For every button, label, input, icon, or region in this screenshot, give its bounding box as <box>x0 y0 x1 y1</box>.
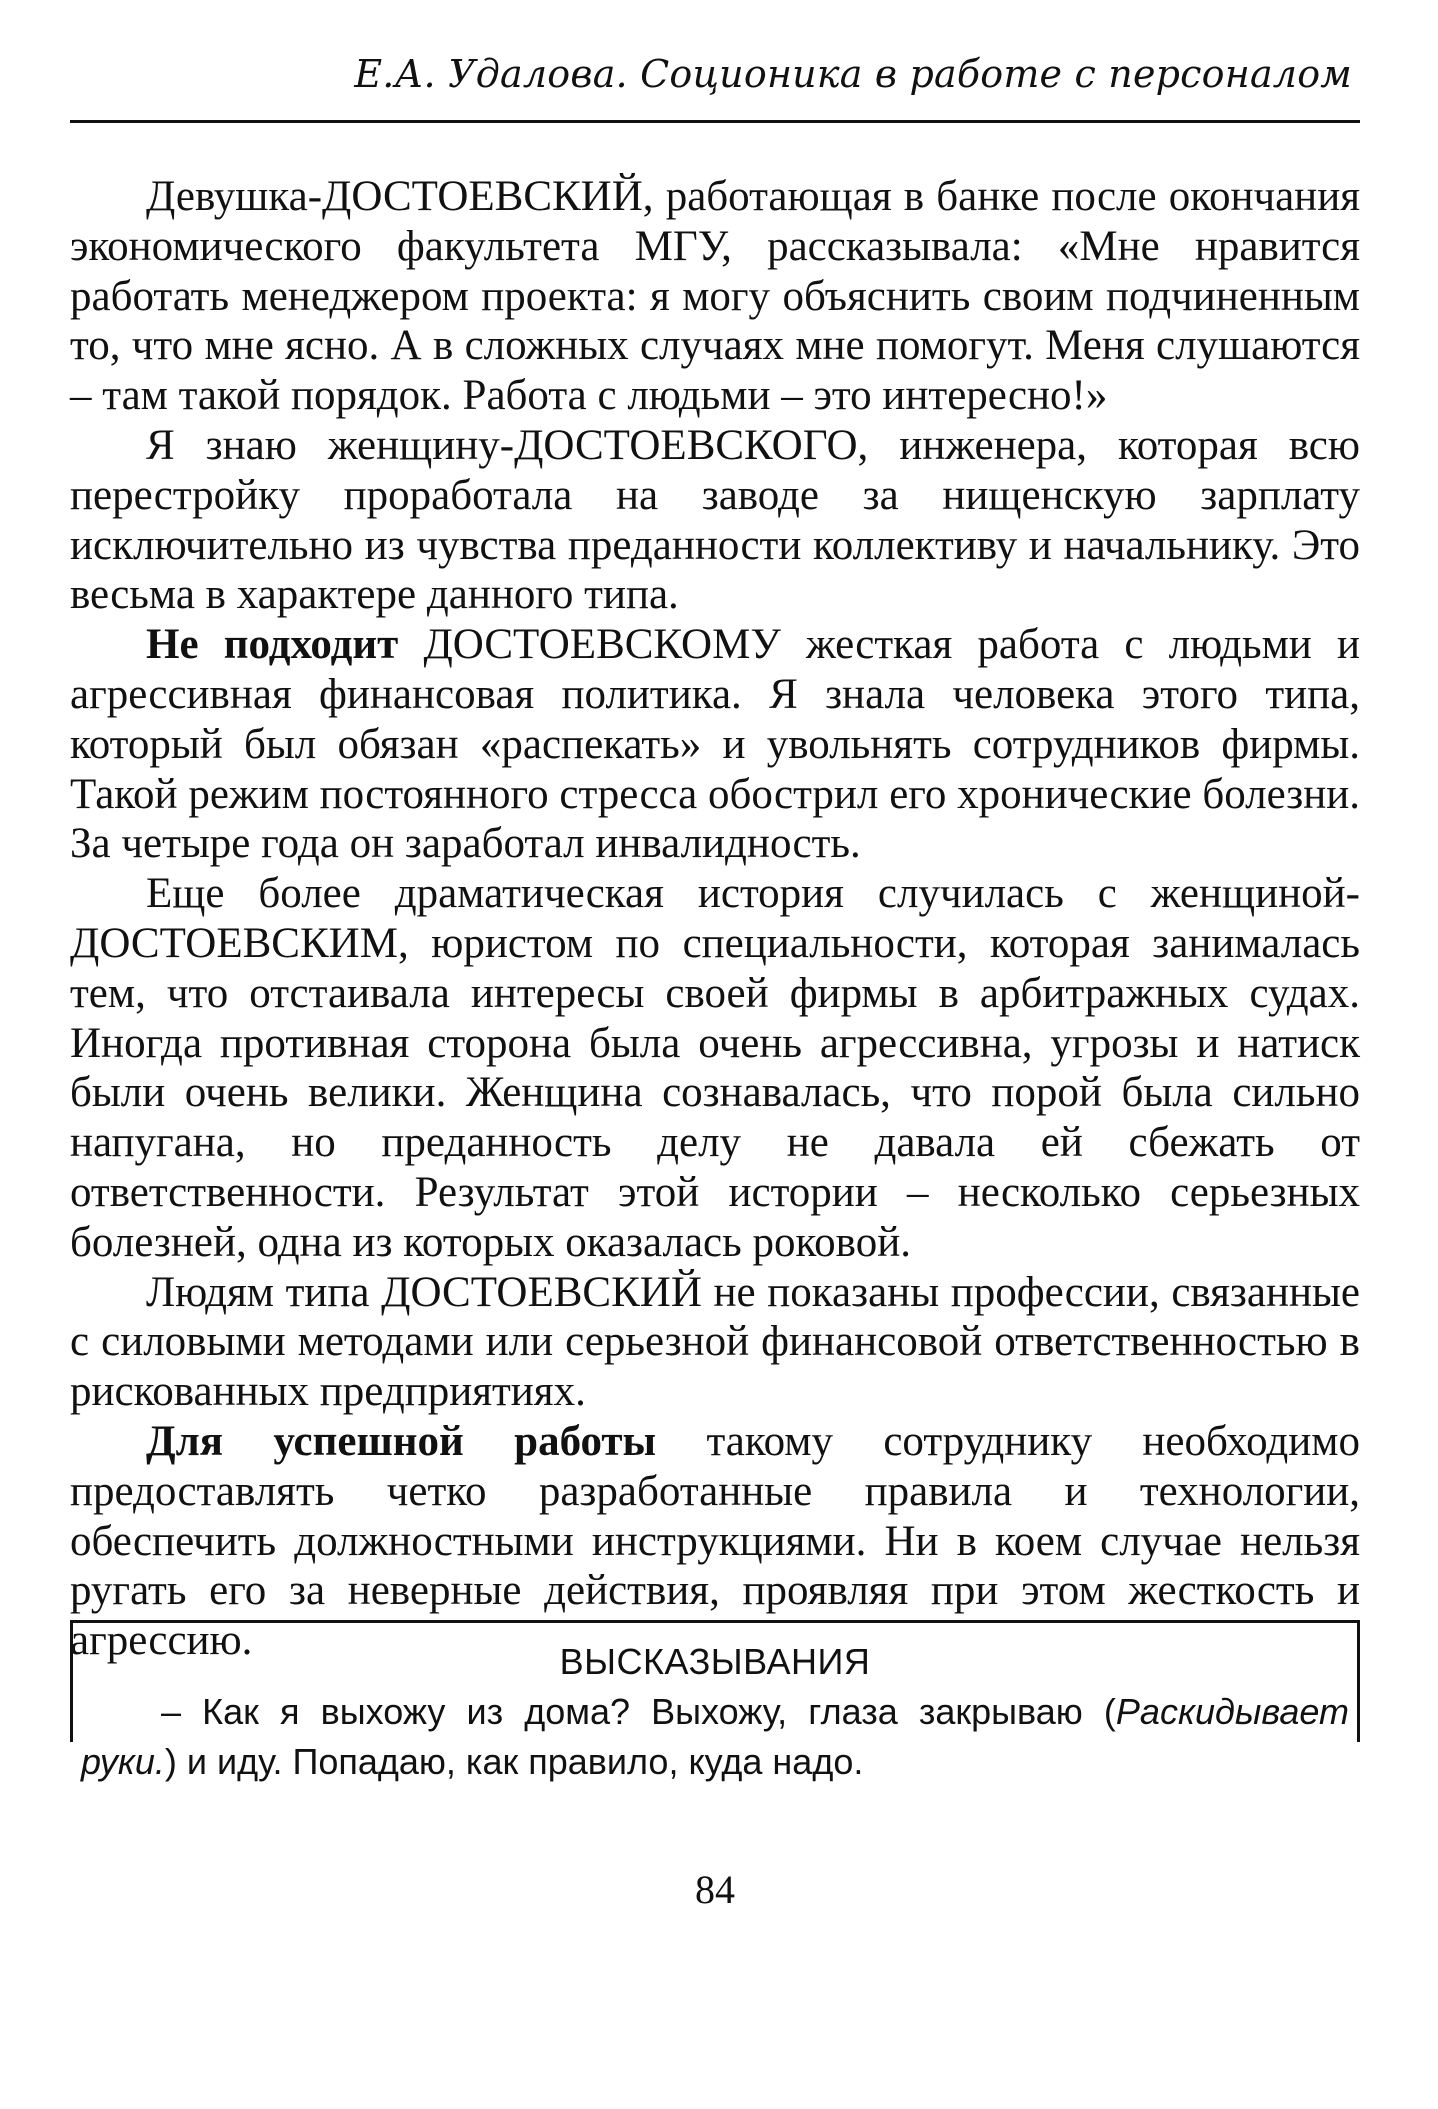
paragraph-text: такому сотруднику необходимо предоставлять четко разработанные правила и технологии, обеспечить должностными инструкциями. Ни в коем случае нельзя ругать его за неверные действия, проявляя при этом жесткость и агрессию. <box>70 1417 1360 1665</box>
sayings-title: ВЫСКАЗЫВАНИЯ <box>559 1641 871 1682</box>
paragraph-text: Людям типа ДОСТОЕВСКИЙ не показаны профессии, связанные с силовыми методами или серьезной финансовой ответственностью в рискованных предприятиях. <box>70 1268 1360 1416</box>
sayings-box <box>70 1620 1360 1782</box>
running-header: Е.А. Удалова. Соционика в работе с персоналом <box>354 52 1352 96</box>
paragraph <box>70 869 1360 1267</box>
paragraph <box>70 1268 1360 1417</box>
paragraph <box>70 172 1360 421</box>
book-page <box>70 0 1360 2109</box>
paragraph-text: ДОСТОЕВСКОМУ жесткая работа с людьми и агрессивная финансовая политика. Я знала человека этого типа, который был обязан «распекать» и увольнять сотрудников фирмы. Такой режим постоянного стресса обострил его хронические болезни. За четыре года он заработал инвалидность. <box>70 621 1360 868</box>
paragraph-lead: Для успешной работы <box>146 1417 657 1465</box>
paragraph-text: Я знаю женщину-ДОСТОЕВСКОГО, инженера, которая всю перестройку проработала на заводе за нищенскую зарплату исключительно из чувства преданности коллективу и начальнику. Это весьма в характере данного типа. <box>70 421 1360 619</box>
paragraph-lead: Не подходит <box>146 621 399 669</box>
saying-stage-direction: Раскидывает руки. <box>81 1691 1349 1782</box>
header-rule <box>70 120 1360 123</box>
saying-text-after: ) и иду. Попадаю, как правило, куда надо. <box>164 1741 864 1782</box>
page-number: 84 <box>695 1867 735 1912</box>
paragraph <box>70 620 1360 869</box>
paragraph-text: Девушка-ДОСТОЕВСКИЙ, работающая в банке после окончания экономического факультета МГУ, рассказывала: «Мне нравится работать менеджером проекта: я могу объяснить своим подчиненным то, что мне ясно. А в сложных случаях мне помогут. Меня слушаются – там такой порядок. Работа с людьми – это интересно!» <box>70 173 1360 420</box>
saying-quote <box>81 1687 1349 1787</box>
saying-text-before: – Как я выхожу из дома? Выхожу, глаза закрываю ( <box>161 1691 1116 1732</box>
paragraph <box>70 421 1360 620</box>
paragraph-text: Еще более драматическая история случилась с женщиной-ДОСТОЕВСКИМ, юристом по специальности, которая занималась тем, что отстаивала интересы своей фирмы в арбитражных судах. Иногда противная сторона была очень агрессивна, угрозы и натиск были очень велики. Женщина сознавалась, что порой была сильно напугана, но преданность делу не давала ей сбежать от ответственности. Результат этой истории – несколько серьезных болезней, одна из которых оказалась роковой. <box>70 870 1360 1266</box>
main-text <box>70 172 1360 1666</box>
